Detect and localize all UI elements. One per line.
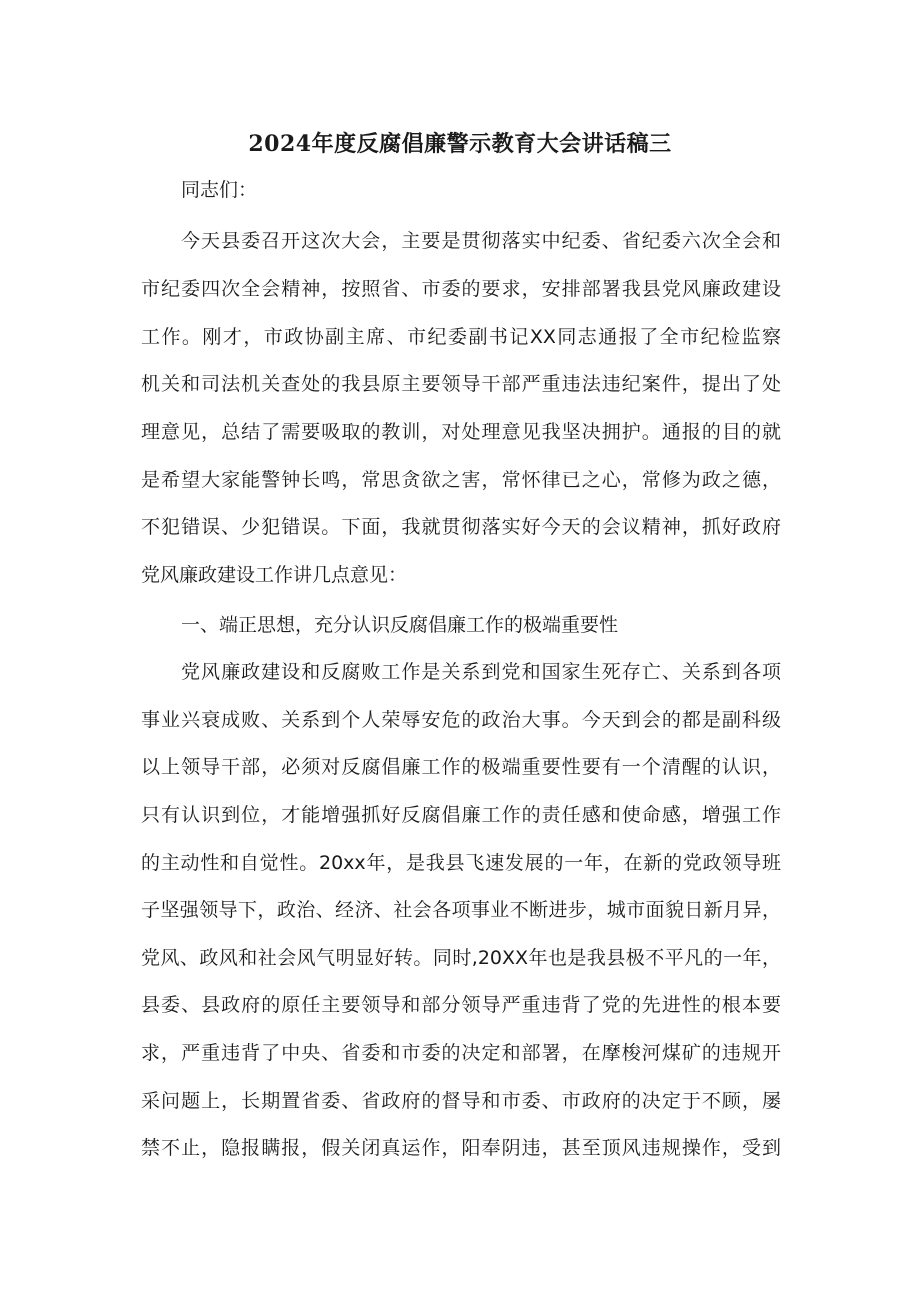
paragraph-line: 理意见，总结了需要吸取的教训，对处理意见我坚决拥护。通报的目的就 bbox=[141, 421, 781, 443]
paragraph-line: 党风廉政建设工作讲几点意见： bbox=[141, 564, 408, 586]
paragraph-line: 不犯错误、少犯错误。下面，我就贯彻落实好今天的会议精神，抓好政府 bbox=[141, 516, 781, 538]
document-title: 2024年度反腐倡廉警示教育大会讲话稿三 bbox=[248, 131, 672, 157]
paragraph-line: 党风、政风和社会风气明显好转。同时,20XX年也是我县极不平凡的一年， bbox=[141, 947, 781, 969]
section-heading: 一、端正思想，充分认识反腐倡廉工作的极端重要性 bbox=[181, 614, 619, 636]
paragraph-line: 是希望大家能警钟长鸣，常思贪欲之害，常怀律已之心，常修为政之德， bbox=[141, 469, 781, 491]
paragraph-line: 禁不止，隐报瞒报，假关闭真运作，阳奉阴违，甚至顶风违规操作，受到 bbox=[141, 1137, 781, 1159]
paragraph-line: 工作。刚才，市政协副主席、市纪委副书记XX同志通报了全市纪检监察 bbox=[141, 326, 781, 348]
paragraph-line: 子坚强领导下，政治、经济、社会各项事业不断进步，城市面貌日新月异， bbox=[141, 899, 781, 921]
paragraph-line: 市纪委四次全会精神，按照省、市委的要求，安排部署我县党风廉政建设 bbox=[141, 278, 781, 300]
paragraph-line: 事业兴衰成败、关系到个人荣辱安危的政治大事。今天到会的都是副科级 bbox=[141, 709, 781, 731]
paragraph-line: 采问题上，长期置省委、省政府的督导和市委、市政府的决定于不顾，屡 bbox=[141, 1090, 781, 1112]
paragraph-line: 今天县委召开这次大会，主要是贯彻落实中纪委、省纪委六次全会和 bbox=[181, 230, 781, 252]
salutation: 同志们： bbox=[181, 179, 258, 201]
paragraph-line: 机关和司法机关查处的我县原主要领导干部严重违法违纪案件，提出了处 bbox=[141, 373, 781, 395]
paragraph-line: 以上领导干部，必须对反腐倡廉工作的极端重要性要有一个清醒的认识， bbox=[141, 756, 781, 778]
paragraph-line: 县委、县政府的原任主要领导和部分领导严重违背了党的先进性的根本要 bbox=[141, 994, 781, 1016]
paragraph-line: 党风廉政建设和反腐败工作是关系到党和国家生死存亡、关系到各项 bbox=[181, 661, 781, 683]
paragraph-line: 只有认识到位，才能增强抓好反腐倡廉工作的责任感和使命感，增强工作 bbox=[141, 804, 781, 826]
paragraph-line: 的主动性和自觉性。20xx年，是我县飞速发展的一年，在新的党政领导班 bbox=[141, 852, 781, 874]
paragraph-line: 求，严重违背了中央、省委和市委的决定和部署，在摩梭河煤矿的违规开 bbox=[141, 1042, 781, 1064]
